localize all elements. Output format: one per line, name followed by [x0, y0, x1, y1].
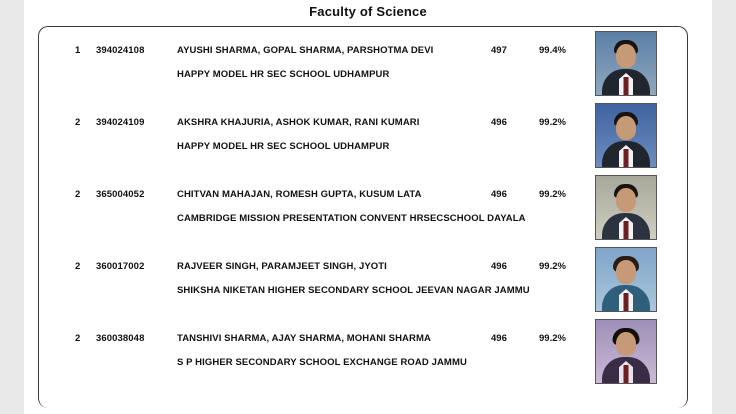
student-photo [595, 31, 657, 96]
row-school: HAPPY MODEL HR SEC SCHOOL UDHAMPUR [177, 69, 390, 80]
row-marks: 497 [491, 45, 507, 56]
photo-tie [624, 149, 629, 167]
row-names: CHITVAN MAHAJAN, ROMESH GUPTA, KUSUM LATA [177, 189, 422, 200]
table-row[interactable] [39, 315, 687, 387]
row-rollno: 394024108 [96, 45, 145, 56]
photo-face [616, 188, 636, 212]
row-marks: 496 [491, 117, 507, 128]
table-row[interactable] [39, 171, 687, 243]
row-percent: 99.2% [539, 117, 566, 128]
photo-tie [624, 365, 629, 383]
row-rank: 2 [75, 117, 81, 128]
row-marks: 496 [491, 261, 507, 272]
row-names: RAJVEER SINGH, PARAMJEET SINGH, JYOTI [177, 261, 387, 272]
photo-face [616, 332, 636, 356]
row-percent: 99.4% [539, 45, 566, 56]
row-names: AYUSHI SHARMA, GOPAL SHARMA, PARSHOTMA DEVI [177, 45, 434, 56]
row-school: S P HIGHER SECONDARY SCHOOL EXCHANGE ROAD JAMMU [177, 357, 467, 368]
photo-face [616, 44, 636, 68]
table-row[interactable] [39, 99, 687, 171]
page-gutter-left [0, 0, 24, 414]
student-photo [595, 247, 657, 312]
student-photo [595, 175, 657, 240]
row-marks: 496 [491, 333, 507, 344]
row-rollno: 365004052 [96, 189, 145, 200]
photo-tie [624, 77, 629, 95]
photo-tie [624, 221, 629, 239]
table-row[interactable] [39, 27, 687, 99]
row-marks: 496 [491, 189, 507, 200]
row-names: TANSHIVI SHARMA, AJAY SHARMA, MOHANI SHARMA [177, 333, 431, 344]
student-photo [595, 319, 657, 384]
row-school: CAMBRIDGE MISSION PRESENTATION CONVENT HRSECSCHOOL DAYALA [177, 213, 526, 224]
row-rank: 1 [75, 45, 81, 56]
row-rollno: 360017002 [96, 261, 145, 272]
photo-face [616, 116, 636, 140]
row-names: AKSHRA KHAJURIA, ASHOK KUMAR, RANI KUMARI [177, 117, 420, 128]
row-percent: 99.2% [539, 333, 566, 344]
merit-list [39, 27, 687, 387]
row-percent: 99.2% [539, 261, 566, 272]
row-rollno: 360038048 [96, 333, 145, 344]
row-school: SHIKSHA NIKETAN HIGHER SECONDARY SCHOOL JEEVAN NAGAR JAMMU [177, 285, 530, 296]
photo-face [616, 260, 636, 284]
row-rank: 2 [75, 261, 81, 272]
page-gutter-right [712, 0, 736, 414]
page-title: Faculty of Science [309, 4, 427, 19]
row-rollno: 394024109 [96, 117, 145, 128]
merit-list-panel [38, 26, 688, 408]
student-photo [595, 103, 657, 168]
table-row[interactable] [39, 243, 687, 315]
row-percent: 99.2% [539, 189, 566, 200]
photo-tie [624, 293, 629, 311]
row-rank: 2 [75, 333, 81, 344]
row-rank: 2 [75, 189, 81, 200]
row-school: HAPPY MODEL HR SEC SCHOOL UDHAMPUR [177, 141, 390, 152]
document-sheet [24, 0, 712, 414]
